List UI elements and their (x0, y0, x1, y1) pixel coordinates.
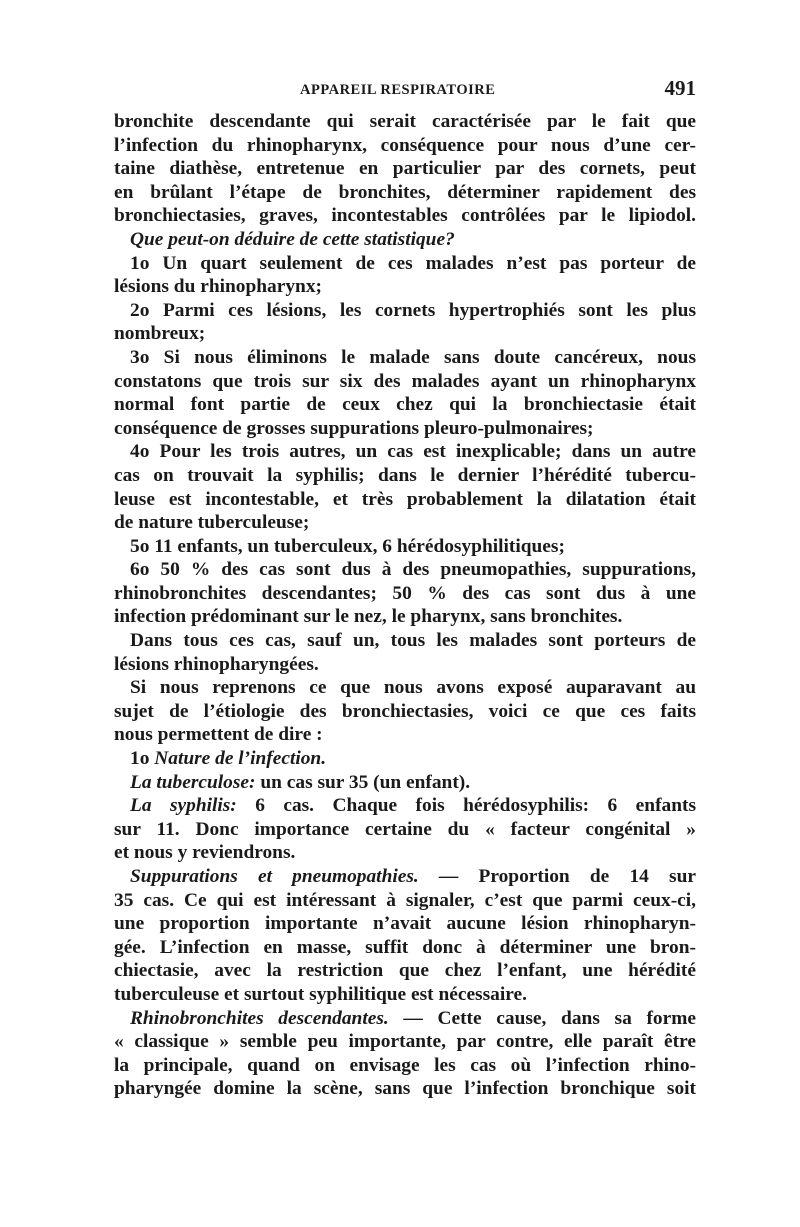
syphilis-text: 6 cas. Chaque fois hérédosyphilis: 6 enfants (236, 795, 697, 817)
text-line: Si nous reprenons ce que nous avons exposé auparavant au (130, 677, 696, 699)
text-line: 6o 50 % des cas sont dus à des pneumopathies, suppurations, (130, 559, 696, 581)
text-line: sur 11. Donc importance certaine du « facteur congénital » (114, 818, 696, 840)
text-line: constatons que trois sur six des malades ayant un rhinopharynx (114, 370, 696, 392)
text-line: bronchiectasies, graves, incontestables contrôlées par le lipiodol. (114, 205, 696, 227)
text-line: conséquence de grosses suppurations pleuro-pulmonaires; (114, 417, 594, 439)
text-line: chiectasie, avec la restriction que chez l’enfant, une hérédité (114, 960, 696, 982)
nature-label: Nature de l’infection. (154, 748, 327, 770)
text-line: nombreux; (114, 323, 206, 345)
rhinobronchites-text: — Cette cause, dans sa forme (388, 1007, 696, 1029)
nature-number: 1o (130, 748, 155, 770)
page-number: 491 (664, 76, 696, 100)
tuberculose-text: un cas sur 35 (un enfant). (255, 771, 471, 793)
text-line: 2o Parmi ces lésions, les cornets hypertrophiés sont les plus (130, 299, 696, 321)
text-line: 35 cas. Ce qui est intéressant à signaler, c’est que parmi ceux-ci, (114, 889, 696, 911)
page-header (114, 76, 696, 110)
text-line: nous permettent de dire : (114, 724, 323, 746)
text-line: rhinobronchites descendantes; 50 % des cas sont dus à une (114, 582, 696, 604)
rhinobronchites-label: Rhinobronchites descendantes. (130, 1007, 389, 1029)
text-line: gée. L’infection en masse, suffit donc à déterminer une bron- (114, 936, 696, 958)
text-line: une proportion importante n’avait aucune lésion rhinopharyn- (114, 913, 696, 935)
text-line: 5o 11 enfants, un tuberculeux, 6 hérédosyphilitiques; (130, 535, 565, 557)
text-line: leuse est incontestable, et très probablement la dilatation était (114, 488, 696, 510)
text-line: « classique » semble peu importante, par contre, elle paraît être (114, 1031, 696, 1053)
section-question: Que peut-on déduire de cette statistique? (130, 228, 455, 250)
suppurations-label: Suppurations et pneumopathies. (130, 866, 419, 887)
text-line: infection prédominant sur le nez, le pharynx, sans bronchites. (114, 606, 623, 628)
page (114, 76, 696, 1101)
text-line-syphilis (114, 794, 696, 818)
text-line: l’infection du rhinopharynx, conséquence pour nous d’une cer- (114, 134, 696, 156)
syphilis-label: La syphilis: (130, 795, 237, 817)
subheading-nature (114, 747, 696, 771)
text-line: de nature tuberculeuse; (114, 512, 310, 534)
text-line-suppurations (114, 865, 696, 889)
text-line: normal font partie de ceux chez qui la bronchiectasie était (114, 394, 696, 416)
text-line: 4o Pour les trois autres, un cas est inexplicable; dans un autre (130, 441, 696, 463)
text-line: la principale, quand on envisage les cas où l’infection rhino- (114, 1054, 696, 1076)
text-line: Dans tous ces cas, sauf un, tous les malades sont porteurs de (130, 630, 696, 652)
text-line: et nous y reviendrons. (114, 842, 296, 864)
text-line-rhinobronchites (114, 1007, 696, 1031)
text-line: sujet de l’étiologie des bronchiectasies, voici ce que ces faits (114, 700, 696, 722)
text-line: tuberculeuse et surtout syphilitique est nécessaire. (114, 983, 527, 1005)
text-line: pharyngée domine la scène, sans que l’infection bronchique soit (114, 1078, 696, 1100)
text-line: taine diathèse, entretenue en particulier par des cornets, peut (114, 158, 696, 180)
running-title: APPAREIL RESPIRATOIRE (300, 82, 496, 98)
text-line-tuberculose (114, 771, 696, 795)
text-line: 3o Si nous éliminons le malade sans doute cancéreux, nous (130, 346, 696, 368)
text-line: cas on trouvait la syphilis; dans le dernier l’hérédité tubercu- (114, 464, 696, 486)
body-text (114, 110, 696, 1101)
tuberculose-label: La tuberculose: (130, 771, 256, 793)
suppurations-text: — Proportion de 14 sur (418, 866, 696, 887)
text-line: lésions rhinopharyngées. (114, 653, 319, 675)
text-line: 1o Un quart seulement de ces malades n’est pas porteur de (130, 252, 696, 274)
text-line: bronchite descendante qui serait caractérisée par le fait que (114, 111, 696, 132)
text-line: lésions du rhinopharynx; (114, 276, 322, 298)
text-line: en brûlant l’étape de bronchites, déterminer rapidement des (114, 181, 696, 203)
